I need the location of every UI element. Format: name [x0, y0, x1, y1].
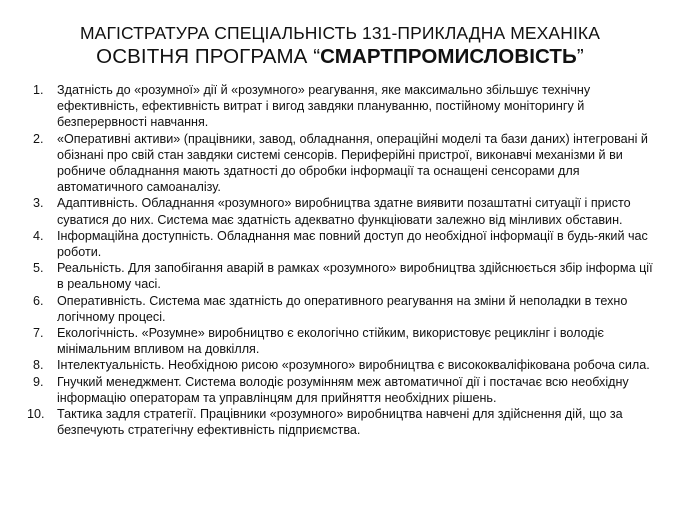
item-text: Екологічність. «Розумне» виробництво є екологічно стійким, використовує рециклінг і володіє мінімальним впливом на довкілля.	[57, 326, 604, 357]
list-item	[0, 357, 680, 373]
item-number: 5.	[33, 261, 44, 276]
item-text: «Оперативні активи» (працівники, завод, обладнання, операційні моделі та бази даних) інтегровані й обізнані про свій стан завдяки системі сенсорів. Периферійні пристрої, виконавчі механізми й ви робниче обладнання мають здатності до обробки інформації та оснащені сенсорами для автоматичного самоаналізу.	[57, 131, 648, 195]
title-line-2-prefix: ОСВІТНЯ ПРОГРАМА “	[96, 45, 321, 68]
item-text: Здатність до «розумної» дії й «розумного» реагування, яке максимально збільшує технічну ефективність, ефективність витрат і вигод завдяки плануванню, постійному моніторингу й безперервності навчання.	[57, 83, 591, 130]
features-list	[0, 82, 680, 438]
list-item	[0, 260, 680, 292]
list-item	[0, 82, 680, 131]
item-text: Інформаційна доступність. Обладнання має повний доступ до необхідної інформації в будь-який час роботи.	[57, 228, 648, 260]
item-text: Тактика задля стратегії. Працівники «розумного» виробництва навчені для здійснення дій, що за безпечують стратегічну ефективність підприємства.	[57, 407, 623, 438]
item-text: Оперативність. Система має здатність до оперативного реагування на зміни й неполадки в техно логічному процесі.	[57, 293, 628, 324]
list-item	[0, 374, 680, 406]
list-item	[0, 406, 680, 438]
item-number: 10.	[27, 407, 45, 422]
item-number: 6.	[33, 293, 44, 308]
list-item	[0, 293, 680, 325]
item-number: 1.	[33, 83, 44, 97]
item-number: 3.	[33, 196, 44, 211]
list-item	[0, 228, 680, 260]
item-text: Реальність. Для запобігання аварій в рамках «розумного» виробництва здійснюється збір інформа ції в реальному часі.	[57, 261, 653, 292]
slide-title	[0, 22, 680, 70]
title-line-2-suffix: ”	[576, 45, 584, 68]
item-number: 2.	[33, 131, 44, 146]
program-name: СМАРТПРОМИСЛОВІСТЬ	[320, 45, 577, 68]
item-number: 7.	[33, 326, 44, 341]
title-line-1: МАГІСТРАТУРА СПЕЦІАЛЬНІСТЬ 131-ПРИКЛАДНА МЕХАНІКА	[80, 23, 600, 43]
list-item	[0, 131, 680, 196]
item-number: 8.	[33, 358, 44, 373]
item-text: Адаптивність. Обладнання «розумного» виробництва здатне виявити позаштатні ситуації і присто суватися до них. Система має здатність адекватно функціювати залежно від мінливих обставин.	[57, 196, 631, 227]
title-line-2	[0, 44, 680, 70]
item-text: Гнучкий менеджмент. Система володіє розумінням меж автоматичної дії і постачає всю необхідну інформацію операторам та управлінцям для прийняття необхідних рішень.	[57, 374, 629, 405]
item-number: 9.	[33, 374, 44, 389]
list-item	[0, 195, 680, 227]
list-item	[0, 325, 680, 357]
item-text: Інтелектуальність. Необхідною рисою «розумного» виробництва є висококваліфікована робоча сила.	[57, 358, 650, 373]
item-number: 4.	[33, 228, 44, 243]
